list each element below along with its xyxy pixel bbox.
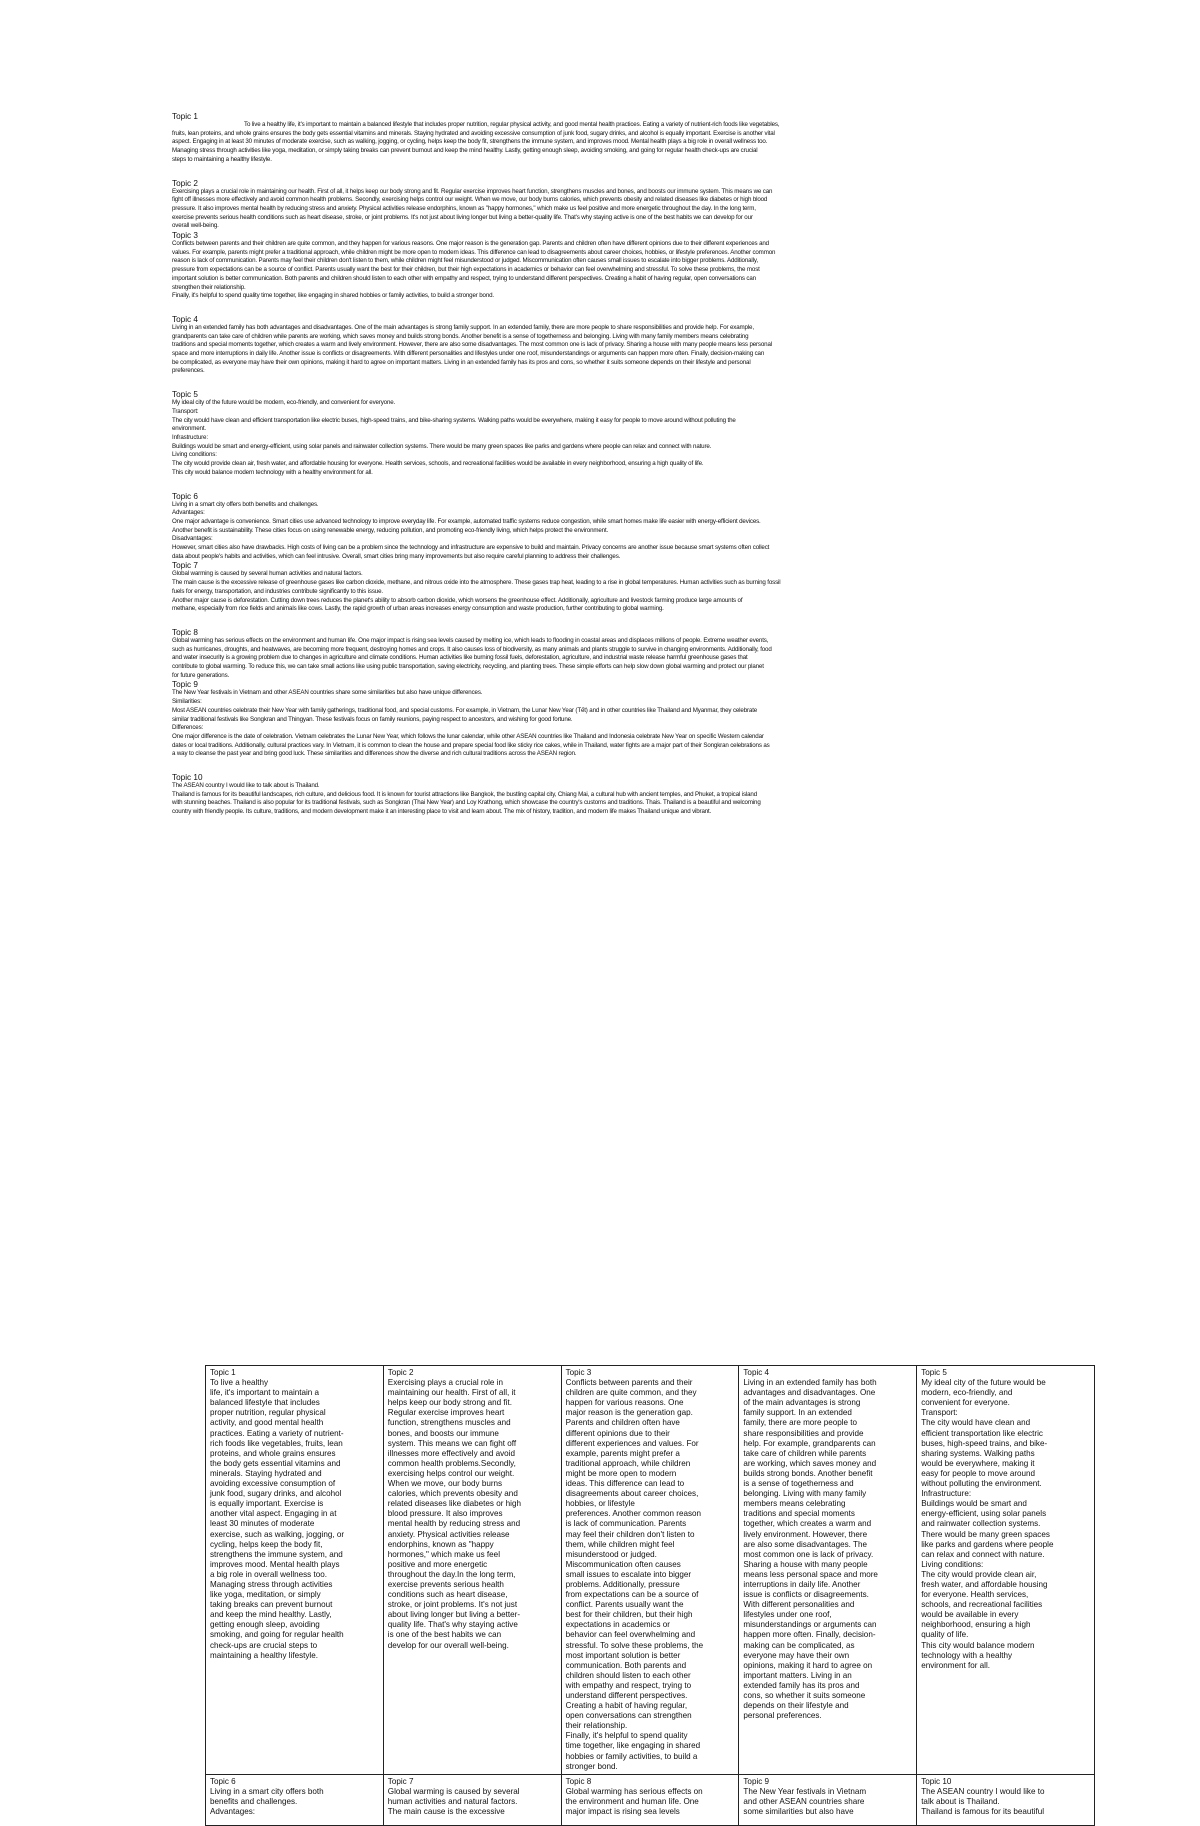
paragraph-line: fuels for energy, transportation, and industries contribute significantly to this issue.: [172, 587, 383, 595]
topic-heading: Topic 5: [172, 390, 198, 400]
cell-title: Topic 2: [387, 1368, 414, 1377]
topic-heading: Topic 7: [172, 561, 198, 571]
topic-section: [172, 628, 1092, 681]
paragraph-line: data about people's habits and activities, which can feel intrusive. Overall, smart cities bring many improvements but also require careful planning to address their challenges.: [172, 552, 621, 560]
paragraph-line: environment.: [172, 425, 206, 433]
paragraph-line: traditions and special moments together, which creates a warm and lively environment. However, there are also some disadvantages. The most common one is lack of privacy. Sharing a house with many people means less personal: [172, 341, 772, 349]
paragraph-line: pressure. It also improves mental health by reducing stress and anxiety. Physical activities release endorphins, known as "happy hormones," which make us feel positive and more energetic throughout the day. In the long term,: [172, 204, 756, 212]
cell-body: Living in a smart city offers both benefits and challenges. Advantages:: [210, 1786, 324, 1817]
topic-section: [172, 179, 1092, 232]
paragraph-line: steps to maintaining a healthy lifestyle.: [172, 155, 272, 163]
table-row: [206, 1366, 1095, 1775]
paragraph-line: and water insecurity is a growing problem due to changes in agriculture and climate conditions. Human activities like burning fossil fuels, deforestation, agriculture, and industrial waste release harmful greenhouse gases that: [172, 654, 748, 662]
paragraph-line: such as hurricanes, droughts, and heatwaves, are becoming more frequent, destroying homes and crops. It also causes loss of biodiversity, as many animals and plants struggle to survive in changing environments. Additionally, food: [172, 645, 772, 653]
paragraph-line: Similarities:: [172, 698, 202, 706]
paragraph-line: One major difference is the date of celebration. Vietnam celebrates the Lunar New Year, which follows the lunar calendar, while other ASEAN countries like Thailand and Indonesia celebrate New Year on specific Western calendar: [172, 732, 764, 740]
table-cell: [917, 1366, 1095, 1775]
table-cell: [739, 1366, 917, 1775]
paragraph-line: Differences:: [172, 724, 204, 732]
paragraph-line: fight off illnesses more effectively and avoid common health problems. Secondly, exercising helps control our weight. When we move, our body burns calories, which prevents obesity and related diseases like diabetes or high blood: [172, 196, 768, 204]
topic-section: [172, 492, 1092, 562]
paragraph-line: grandparents can take care of children while parents are working, which saves money and builds strong bonds. Another benefit is a sense of togetherness and belonging. Living with many family members means celebrating: [172, 332, 749, 340]
paragraph-line: country with friendly people. Its culture, traditions, and modern development make it an interesting place to visit and learn about. The mix of history, tradition, and modern life makes Thailand unique and vibrant.: [172, 808, 712, 816]
paragraph-line: Managing stress through activities like yoga, meditation, or simply taking breaks can prevent burnout and keep the mind healthy. Lastly, getting enough sleep, avoiding smoking, and going for regular health check-ups are crucial: [172, 147, 758, 155]
paragraph-line: Global warming has serious effects on the environment and human life. One major impact is rising sea levels caused by melting ice, which leads to flooding in coastal areas and displaces millions of people. Extreme weather events,: [172, 636, 769, 644]
paragraph-line: This city would balance modern technology with a healthy environment for all.: [172, 468, 373, 476]
paragraph-line: Living conditions:: [172, 451, 217, 459]
paragraph-line: Exercising plays a crucial role in maintaining our health. First of all, it helps keep our body strong and fit. Regular exercise improves heart function, strengthens muscles and bones, and boosts our immune system. This means we can: [172, 187, 773, 195]
paragraph-line: Infrastructure:: [172, 433, 208, 441]
paragraph-line: To live a healthy life, it's important to maintain a balanced lifestyle that includes proper nutrition, regular physical activity, and good mental health practices. Eating a variety of nutrient-rich foods like vegetables,: [244, 121, 780, 128]
paragraph-line: aspect. Engaging in at least 30 minutes of moderate exercise, such as walking, jogging, or cycling, helps keep the body fit, strengthens the immune system, and improves mood. Mental health plays a big role in overall wellness too.: [172, 138, 768, 146]
cell-title: Topic 9: [743, 1776, 770, 1786]
table-cell: [383, 1774, 561, 1825]
table-cell: [561, 1774, 739, 1825]
topic-heading: Topic 4: [172, 314, 198, 324]
paragraph-line: a way to cleanse the past year and bring good luck. These similarities and differences show the diverse and rich cultural traditions across the ASEAN region.: [172, 750, 577, 758]
cell-title: Topic 1: [210, 1368, 236, 1377]
cell-body: The New Year festivals in Vietnam and other ASEAN countries share some similarities but also have: [743, 1786, 867, 1817]
topic-section: [172, 315, 1092, 376]
table-cell: [739, 1774, 917, 1825]
topic-heading: Topic 6: [172, 491, 198, 501]
paragraph-line: The city would provide clean air, fresh water, and affordable housing for everyone. Health services, schools, and recreational facilities would be available in every neighborhood, ensuring a high quality of life.: [172, 460, 704, 468]
paragraph-line: Living in an extended family has both advantages and disadvantages. One of the main advantages is strong family support. In an extended family, there are more people to share responsibilities and provide help. For example,: [172, 323, 754, 331]
topic-section: [172, 561, 1092, 614]
cell-body: Exercising plays a crucial role in maintaining our health. First of all, it helps keep our body strong and fit. Regular exercise improves heart function, strengthens muscles and bones, and boosts our immune system. This means we can fight off illnesses more effectively and avoid common health problems.Secondly, exercising helps control our weight. When we move, our body burns calories, which prevents obesity and related diseases like diabetes or high blood pressure. It also improves mental health by reducing stress and anxiety. Physical activities release endorphins, known as "happy hormones," which make us feel positive and more energetic throughout the day.In the long term, exercise prevents serious health conditions such as heart disease, stroke, or joint problems. It's not just about living longer but living a better- quality life. That's why staying active is one of the best habits we can develop for our overall well-being.: [387, 1378, 521, 1650]
paragraph-line: reason is lack of communication. Parents may feel their children don't listen to them, while children might feel misunderstood or judged. Miscommunication often causes small issues to escalate into bigger problems. Additionally,: [172, 257, 758, 265]
paragraph-line: Another benefit is sustainability. These cities focus on using renewable energy, reducing pollution, and promoting eco-friendly living, which helps protect the environment.: [172, 526, 609, 534]
table-cell: [383, 1366, 561, 1775]
paragraph-line: dates or local traditions. Additionally, cultural practices vary. In Vietnam, it is common to clean the house and prepare special food like sticky rice cakes, while in Thailand, water fights are a major part of their Songkran celebrations as: [172, 741, 770, 749]
topic-heading: Topic 1: [172, 112, 198, 121]
paragraph-line: for future generations.: [172, 671, 230, 679]
paragraph-line: fruits, lean proteins, and whole grains ensures the body gets essential vitamins and minerals. Staying hydrated and avoiding excessive consumption of junk food, sugary drinks, and alcohol is equally important. Exercise is another vital: [172, 129, 775, 137]
paragraph-line: similar traditional festivals like Songkran and Thingyan. These festivals focus on family reunions, paying respect to ancestors, and wishing for good fortune.: [172, 715, 573, 723]
topic-heading: Topic 10: [172, 773, 203, 783]
paragraph-line: One major advantage is convenience. Smart cities use advanced technology to improve everyday life. For example, automated traffic systems reduce congestion, while smart homes make life easier with energy-efficient devices.: [172, 517, 761, 525]
paragraph-line: Living in a smart city offers both benefits and challenges.: [172, 500, 319, 508]
cell-title: Topic 8: [565, 1776, 592, 1786]
paragraph-line: values. For example, parents might prefer a traditional approach, while children might be more open to modern ideas. This difference can lead to disagreements about career choices, hobbies, or lifestyle preferences. Another common: [172, 248, 776, 256]
paragraph-line: Advantages:: [172, 509, 205, 517]
paragraph-line: important solution is better communication. Both parents and children should listen to each other with empathy and respect, trying to understand different perspectives. Creating a habit of having regular, open conversations can: [172, 274, 756, 282]
table-cell: [561, 1366, 739, 1775]
topic-section: [172, 390, 1092, 477]
paragraph-line: However, smart cities also have drawbacks. High costs of living can be a problem since the technology and infrastructure are expensive to build and maintain. Privacy concerns are another issue because smart systems often collect: [172, 544, 770, 552]
paragraph-line: The main cause is the excessive release of greenhouse gases like carbon dioxide, methane, and nitrous oxide into the atmosphere. These gases trap heat, leading to a rise in global temperatures. Human activities such as burning fossil: [172, 579, 781, 587]
cell-body: Global warming is caused by several human activities and natural factors. The main cause is the excessive: [387, 1786, 520, 1817]
cell-body: The ASEAN country I would like to talk about is Thailand. Thailand is famous for its beautiful: [921, 1786, 1045, 1817]
paragraph-line: pressure from expectations can be a source of conflict. Parents usually want the best for their children, but their high expectations in academics or behavior can feel overwhelming and stressful. To solve these problems, the most: [172, 266, 760, 274]
topics-table: [205, 1365, 1095, 1826]
paragraph-line: contribute to global warming. To reduce this, we can take small actions like using public transportation, saving electricity, recycling, and planting trees. These simple efforts can help slow down global warming and protect our planet: [172, 663, 764, 671]
document-body: [172, 112, 1092, 831]
paragraph-line: Most ASEAN countries celebrate their New Year with family gatherings, traditional food, and special customs. For example, in Vietnam, the Lunar New Year (Tết) and in other countries like Thailand and Myanmar, they celebrate: [172, 706, 758, 714]
paragraph-line: The New Year festivals in Vietnam and other ASEAN countries share some similarities but also have unique differences.: [172, 689, 483, 697]
topic-section: [172, 112, 1092, 165]
cell-title: Topic 6: [210, 1776, 236, 1786]
paragraph-line: My ideal city of the future would be modern, eco-friendly, and convenient for everyone.: [172, 399, 396, 407]
cell-title: Topic 4: [743, 1368, 770, 1377]
paragraph-line: space and more interruptions in daily life. Another issue is conflicts or disagreements. With different personalities and lifestyles under one roof, misunderstandings or arguments can happen more often. Finally, decision-making can: [172, 350, 765, 358]
cell-title: Topic 10: [921, 1776, 952, 1786]
table-row: [206, 1774, 1095, 1825]
cell-title: Topic 5: [921, 1368, 947, 1377]
paragraph-line: preferences.: [172, 367, 205, 375]
cell-title: Topic 3: [565, 1368, 592, 1377]
topic-section: [172, 773, 1092, 817]
paragraph-line: with stunning beaches. Thailand is also popular for its traditional festivals, such as Songkran (Thai New Year) and Loy Krathong, which showcase the country's customs and traditions. Thais. Thailand is a beautiful and welcoming: [172, 799, 761, 807]
paragraph-line: Buildings would be smart and energy-efficient, using solar panels and rainwater collection systems. There would be many green spaces like parks and gardens where people can relax and connect with nature.: [172, 442, 712, 450]
paragraph-line: Finally, it's helpful to spend quality time together, like engaging in shared hobbies or family activities, to build a stronger bond.: [172, 292, 494, 300]
paragraph-line: Another major cause is deforestation. Cutting down trees reduces the planet's ability to absorb carbon dioxide, which worsens the greenhouse effect. Additionally, agriculture and livestock farming produce large amounts of: [172, 596, 743, 604]
topics-list: [172, 112, 1092, 817]
paragraph-line: Thailand is famous for its beautiful landscapes, rich culture, and delicious food. It is known for tourist attractions like Bangkok, the bustling capital city, Chiang Mai, a cultural hub with ancient temples, and Phuket, a tropical island: [172, 790, 757, 798]
topic-heading: Topic 2: [172, 178, 198, 188]
summary-table: [205, 1365, 1095, 1826]
cell-body: Global warming has serious effects on the environment and human life. One major impact is rising sea levels: [565, 1786, 703, 1817]
topic-heading: Topic 8: [172, 627, 198, 637]
cell-body: Conflicts between parents and their children are quite common, and they happen for various reasons. One major reason is the generation gap. Parents and children often have different opinions due to their different experiences and values. For example, parents might prefer a traditional approach, while children might be more open to modern ideas. This difference can lead to disagreements about career choices, hobbies, or lifestyle preferences. Another common reason is lack of communication. Parents may feel their children don't listen to them, while children might feel misunderstood or judged. Miscommunication often causes small issues to escalate into bigger problems. Additionally, pressure from expectations can be a source of conflict. Parents usually want the best for their children, but their high expectations in academics or behavior can feel overwhelming and stressful. To solve these problems, the most important solution is better communication. Both parents and children should listen to each other with empathy and respect, trying to understand different perspectives. Creating a habit of having regular, open conversations can strengthen their relationship. Finally, it's helpful to spend quality time together, like engaging in shared hobbies or family activities, to build a stronger bond.: [565, 1378, 704, 1771]
topic-heading: Topic 9: [172, 680, 198, 690]
paragraph-line: Transport:: [172, 407, 199, 415]
table-cell: [206, 1774, 384, 1825]
table-cell: [206, 1366, 384, 1775]
table-cell: [917, 1774, 1095, 1825]
paragraph-line: strengthen their relationship.: [172, 283, 246, 291]
paragraph-line: exercise prevents serious health conditions such as heart disease, stroke, or joint problems. It's not just about living longer but living a better-quality life. That's why staying active is one of the best habits we can develop for our: [172, 213, 753, 221]
cell-body: My ideal city of the future would be modern, eco-friendly, and convenient for everyone. Transport: The city would have clean and efficient transportation like electric buses, high-speed trains, and bike- sharing systems. Walking paths would be everywhere, making it easy for people to move around without polluting the environment. Infrastructure: Buildings would be smart and energy-efficient, using solar panels and rainwater collection systems. There would be many green spaces like parks and gardens where people can relax and connect with nature. Living conditions: The city would provide clean air, fresh water, and affordable housing for everyone. Health services, schools, and recreational facilities would be available in every neighborhood, ensuring a high quality of life. This city would balance modern technology with a healthy environment for all.: [921, 1378, 1054, 1670]
paragraph-line: methane, especially from rice fields and animals like cows. Lastly, the rapid growth of urban areas increases energy consumption and waste production, further contributing to global warming.: [172, 605, 664, 613]
paragraph-line: The city would have clean and efficient transportation like electric buses, high-speed trains, and bike-sharing systems. Walking paths would be everywhere, making it easy for people to move around without polluting the: [172, 416, 736, 424]
paragraph-line: be complicated, as everyone may have their own opinions, making it hard to agree on important matters. Living in an extended family has its pros and cons, so whether it suits someone depends on their lifestyle and personal: [172, 358, 751, 366]
cell-body: Living in an extended family has both advantages and disadvantages. One of the main advantages is strong family support. In an extended family, there are more people to share responsibilities and provide help. For example, grandparents can take care of children while parents are working, which saves money and builds strong bonds. Another benefit is a sense of togetherness and belonging. Living with many family members means celebrating traditions and special moments together, which creates a warm and lively environment. However, there are also some disadvantages. The most common one is lack of privacy. Sharing a house with many people means less personal space and more interruptions in daily life. Another issue is conflicts or disagreements. With different personalities and lifestyles under one roof, misunderstandings or arguments can happen more often. Finally, decision- making can be complicated, as everyone may have their own opinions, making it hard to agree on important matters. Living in an extended family has its pros and cons, so whether it suits someone depends on their lifestyle and personal preferences.: [743, 1378, 878, 1721]
paragraph-line: The ASEAN country I would like to talk about is Thailand.: [172, 782, 320, 790]
paragraph-line: overall well-being.: [172, 222, 219, 230]
topic-section: [172, 680, 1092, 759]
paragraph-line: Global warming is caused by several human activities and natural factors.: [172, 570, 363, 578]
cell-title: Topic 7: [387, 1776, 414, 1786]
cell-body: To live a healthy life, it's important to maintain a balanced lifestyle that includes proper nutrition, regular physical activity, and good mental health practices. Eating a variety of nutrient- rich foods like vegetables, fruits, lean proteins, and whole grains ensures the body gets essential vitamins and minerals. Staying hydrated and avoiding excessive consumption of junk food, sugary drinks, and alcohol is equally important. Exercise is another vital aspect. Engaging in at least 30 minutes of moderate exercise, such as walking, jogging, or cycling, helps keep the body fit, strengthens the immune system, and improves mood. Mental health plays a big role in overall wellness too. Managing stress through activities like yoga, meditation, or simply taking breaks can prevent burnout and keep the mind healthy. Lastly, getting enough sleep, avoiding smoking, and going for regular health check-ups are crucial steps to maintaining a healthy lifestyle.: [210, 1378, 345, 1660]
topic-heading: Topic 3: [172, 231, 198, 241]
topic-section: [172, 231, 1092, 301]
paragraph-line: Disadvantages:: [172, 535, 213, 543]
paragraph-line: Conflicts between parents and their children are quite common, and they happen for various reasons. One major reason is the generation gap. Parents and children often have different opinions due to their different experiences and: [172, 240, 769, 248]
